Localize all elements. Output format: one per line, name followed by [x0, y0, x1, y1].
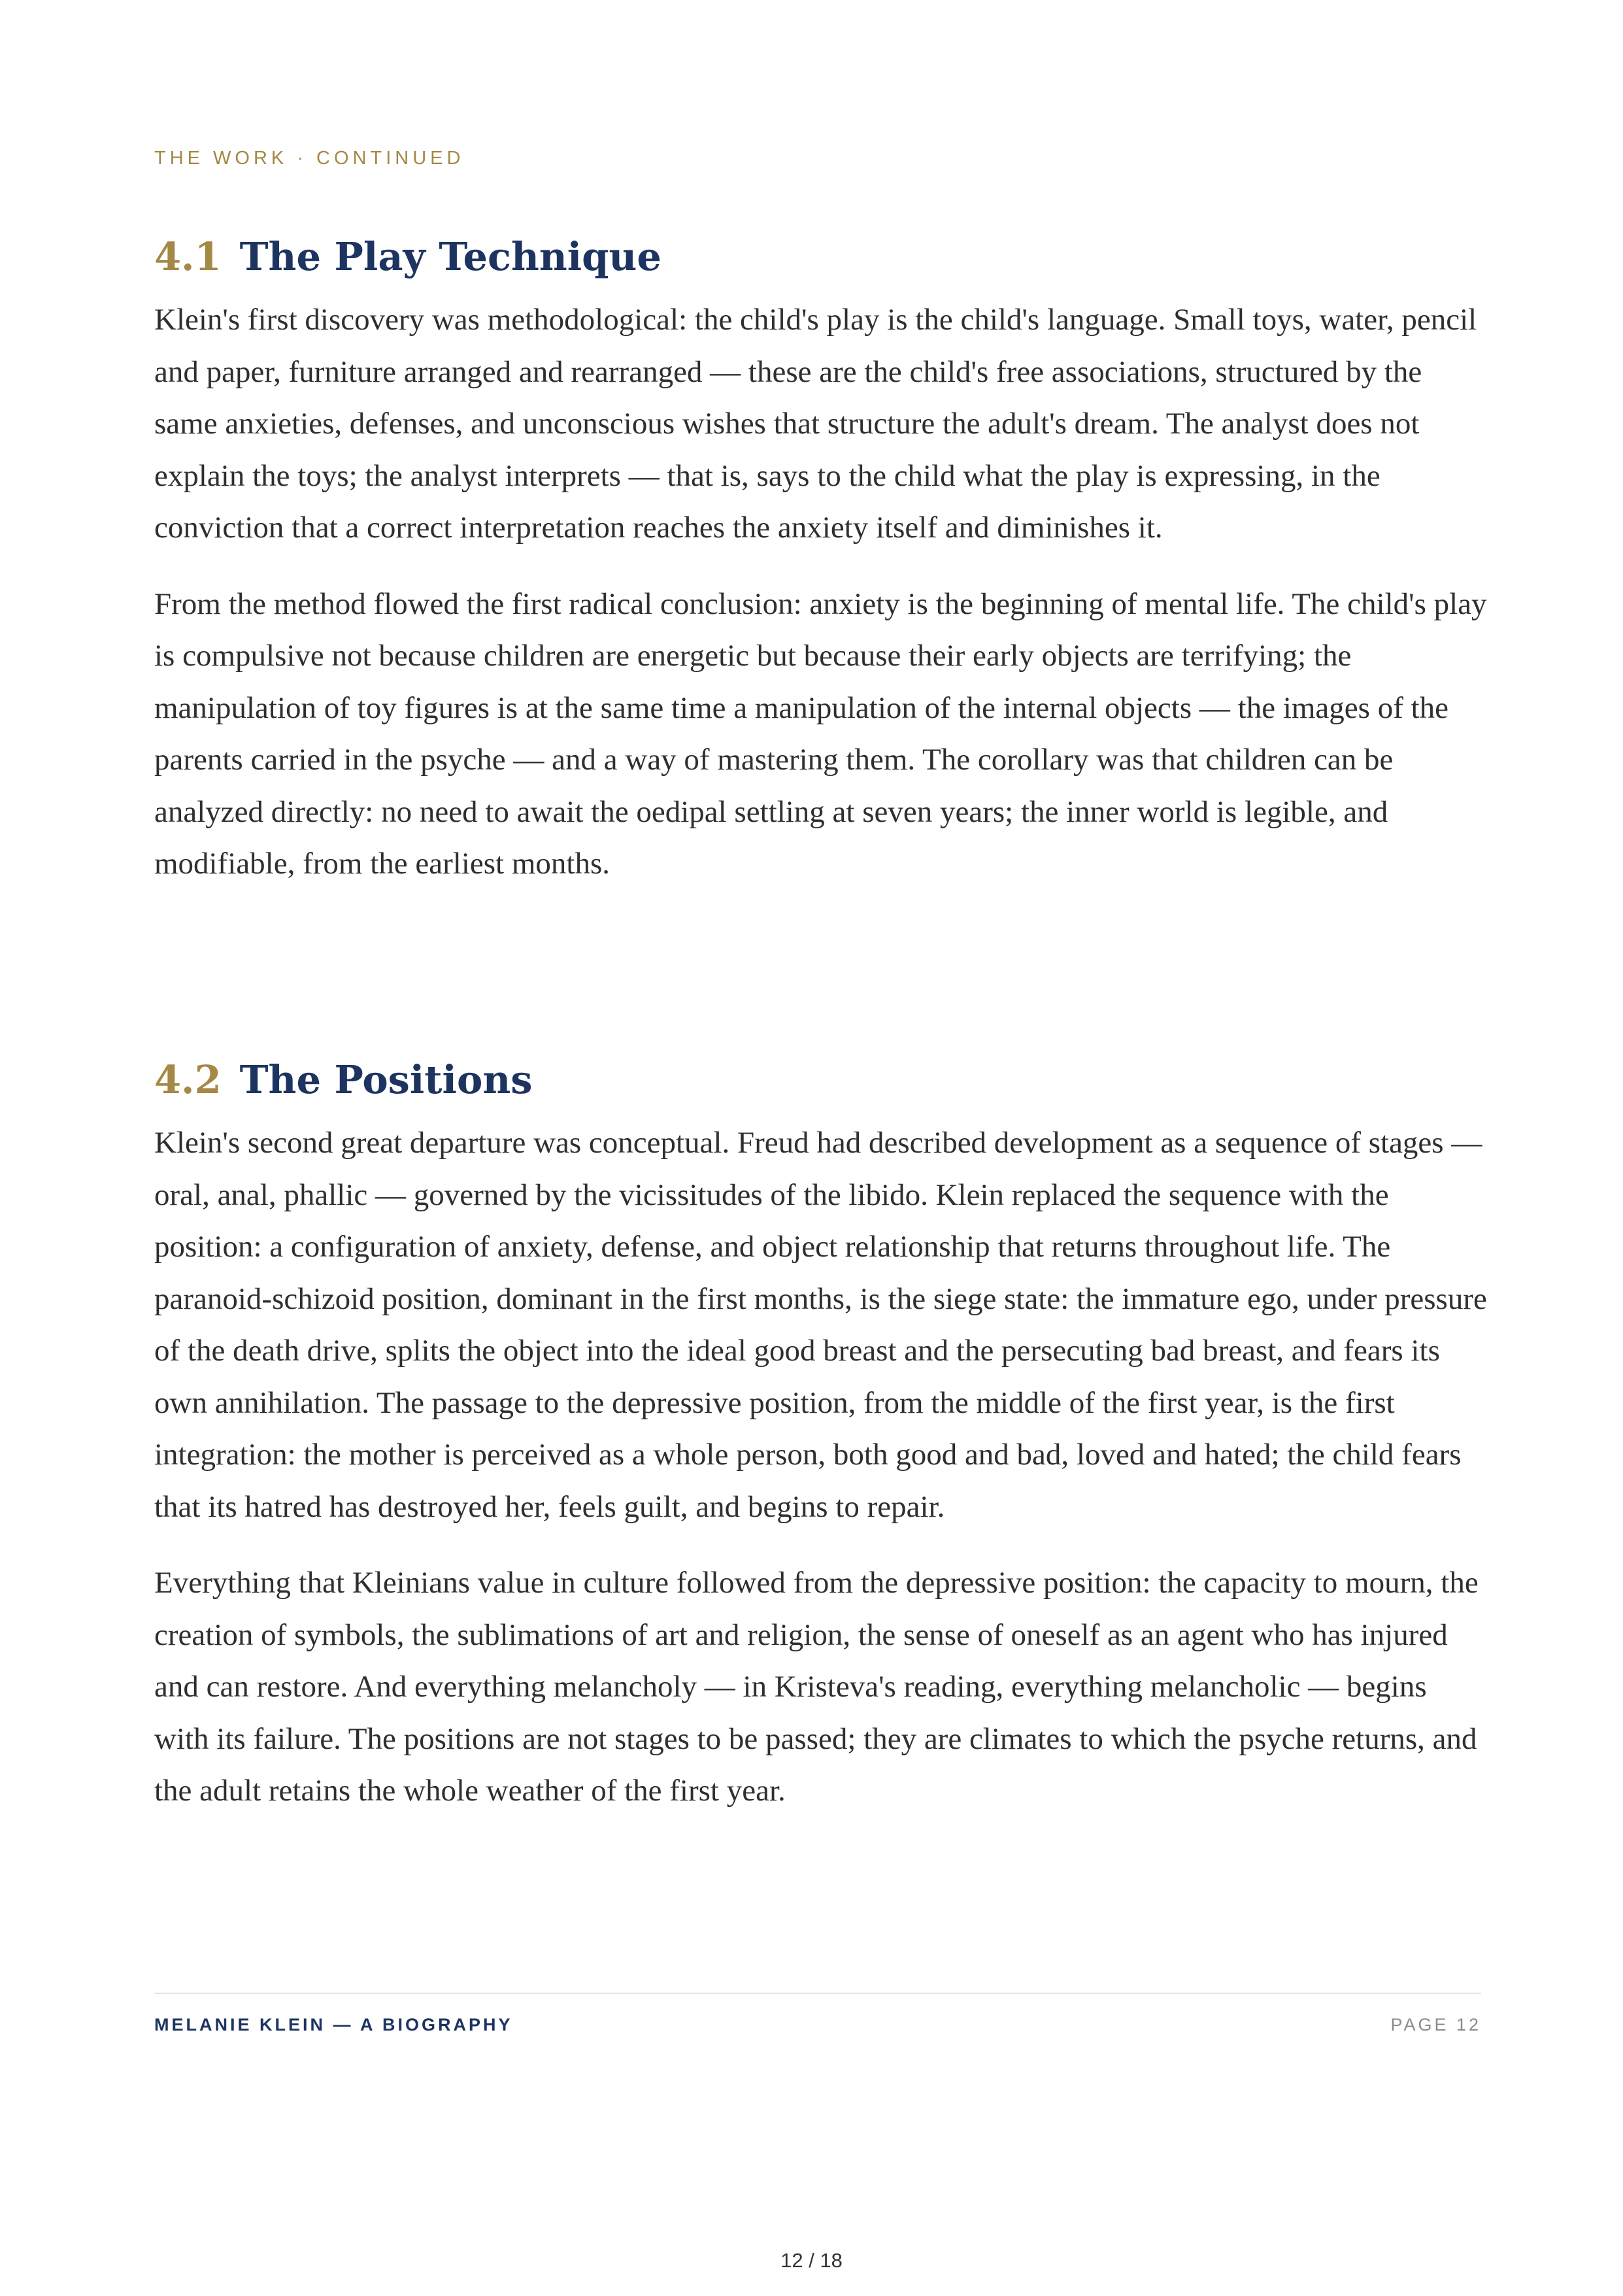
- footer-page-label: PAGE 12: [1390, 2015, 1481, 2034]
- paragraph: Klein's second great departure was conceptual. Freud had described development as a sequence of stages — oral, anal, phallic — governed by the vicissitudes of the libido. Klein replaced the sequence with the position: a configuration of anxiety, defense, and object relationship that returns throughout life. The paranoid-schizoid position, dominant in the first months, is the siege state: the immature ego, under pressure of the death drive, splits the object into the ideal good breast and the persecuting bad breast, and fears its own annihilation. The passage to the depressive position, from the middle of the first year, is the first integration: the mother is perceived as a whole person, both good and bad, loved and hated; the child fears that its hatred has destroyed her, feels guilt, and begins to repair.: [154, 1126, 1487, 1524]
- section-title: The Play Technique: [239, 234, 661, 279]
- section-4-2: [154, 1053, 1487, 1817]
- paragraph: Klein's first discovery was methodological: the child's play is the child's language. Small toys, water, pencil and paper, furniture arranged and rearranged — these are the child's free associations, structured by the same anxieties, defenses, and unconscious wishes that structure the adult's dream. The analyst does not explain the toys; the analyst interprets — that is, says to the child what the play is expressing, in the conviction that a correct interpretation reaches the anxiety itself and diminishes it.: [154, 303, 1477, 545]
- section-heading: [154, 1053, 1481, 1107]
- footer-divider: [154, 1993, 1481, 1994]
- page-indicator: 12 / 18: [780, 2249, 843, 2272]
- section-number: 4.1: [154, 234, 222, 279]
- running-head: THE WORK · CONTINUED: [154, 148, 465, 169]
- section-4-1: [154, 230, 1487, 890]
- footer-book-title: MELANIE KLEIN — A BIOGRAPHY: [154, 2015, 513, 2034]
- section-number: 4.2: [154, 1057, 222, 1102]
- paragraph: Everything that Kleinians value in culture followed from the depressive position: the capacity to mourn, the creation of symbols, the sublimations of art and religion, the sense of oneself as an agent who has injured and can restore. And everything melancholy — in Kristeva's reading, everything melancholic — begins with its failure. The positions are not stages to be passed; they are climates to which the psyche returns, and the adult retains the whole weather of the first year.: [154, 1566, 1479, 1808]
- paragraph: From the method flowed the first radical conclusion: anxiety is the beginning of mental life. The child's play is compulsive not because children are energetic but because their early objects are terrifying; the manipulation of toy figures is at the same time a manipulation of the internal objects — the images of the parents carried in the psyche — and a way of mastering them. The corollary was that children can be analyzed directly: no need to await the oedipal settling at seven years; the inner world is legible, and modifiable, from the earliest months.: [154, 586, 1487, 881]
- section-heading: [154, 230, 1481, 284]
- section-title: The Positions: [239, 1057, 533, 1102]
